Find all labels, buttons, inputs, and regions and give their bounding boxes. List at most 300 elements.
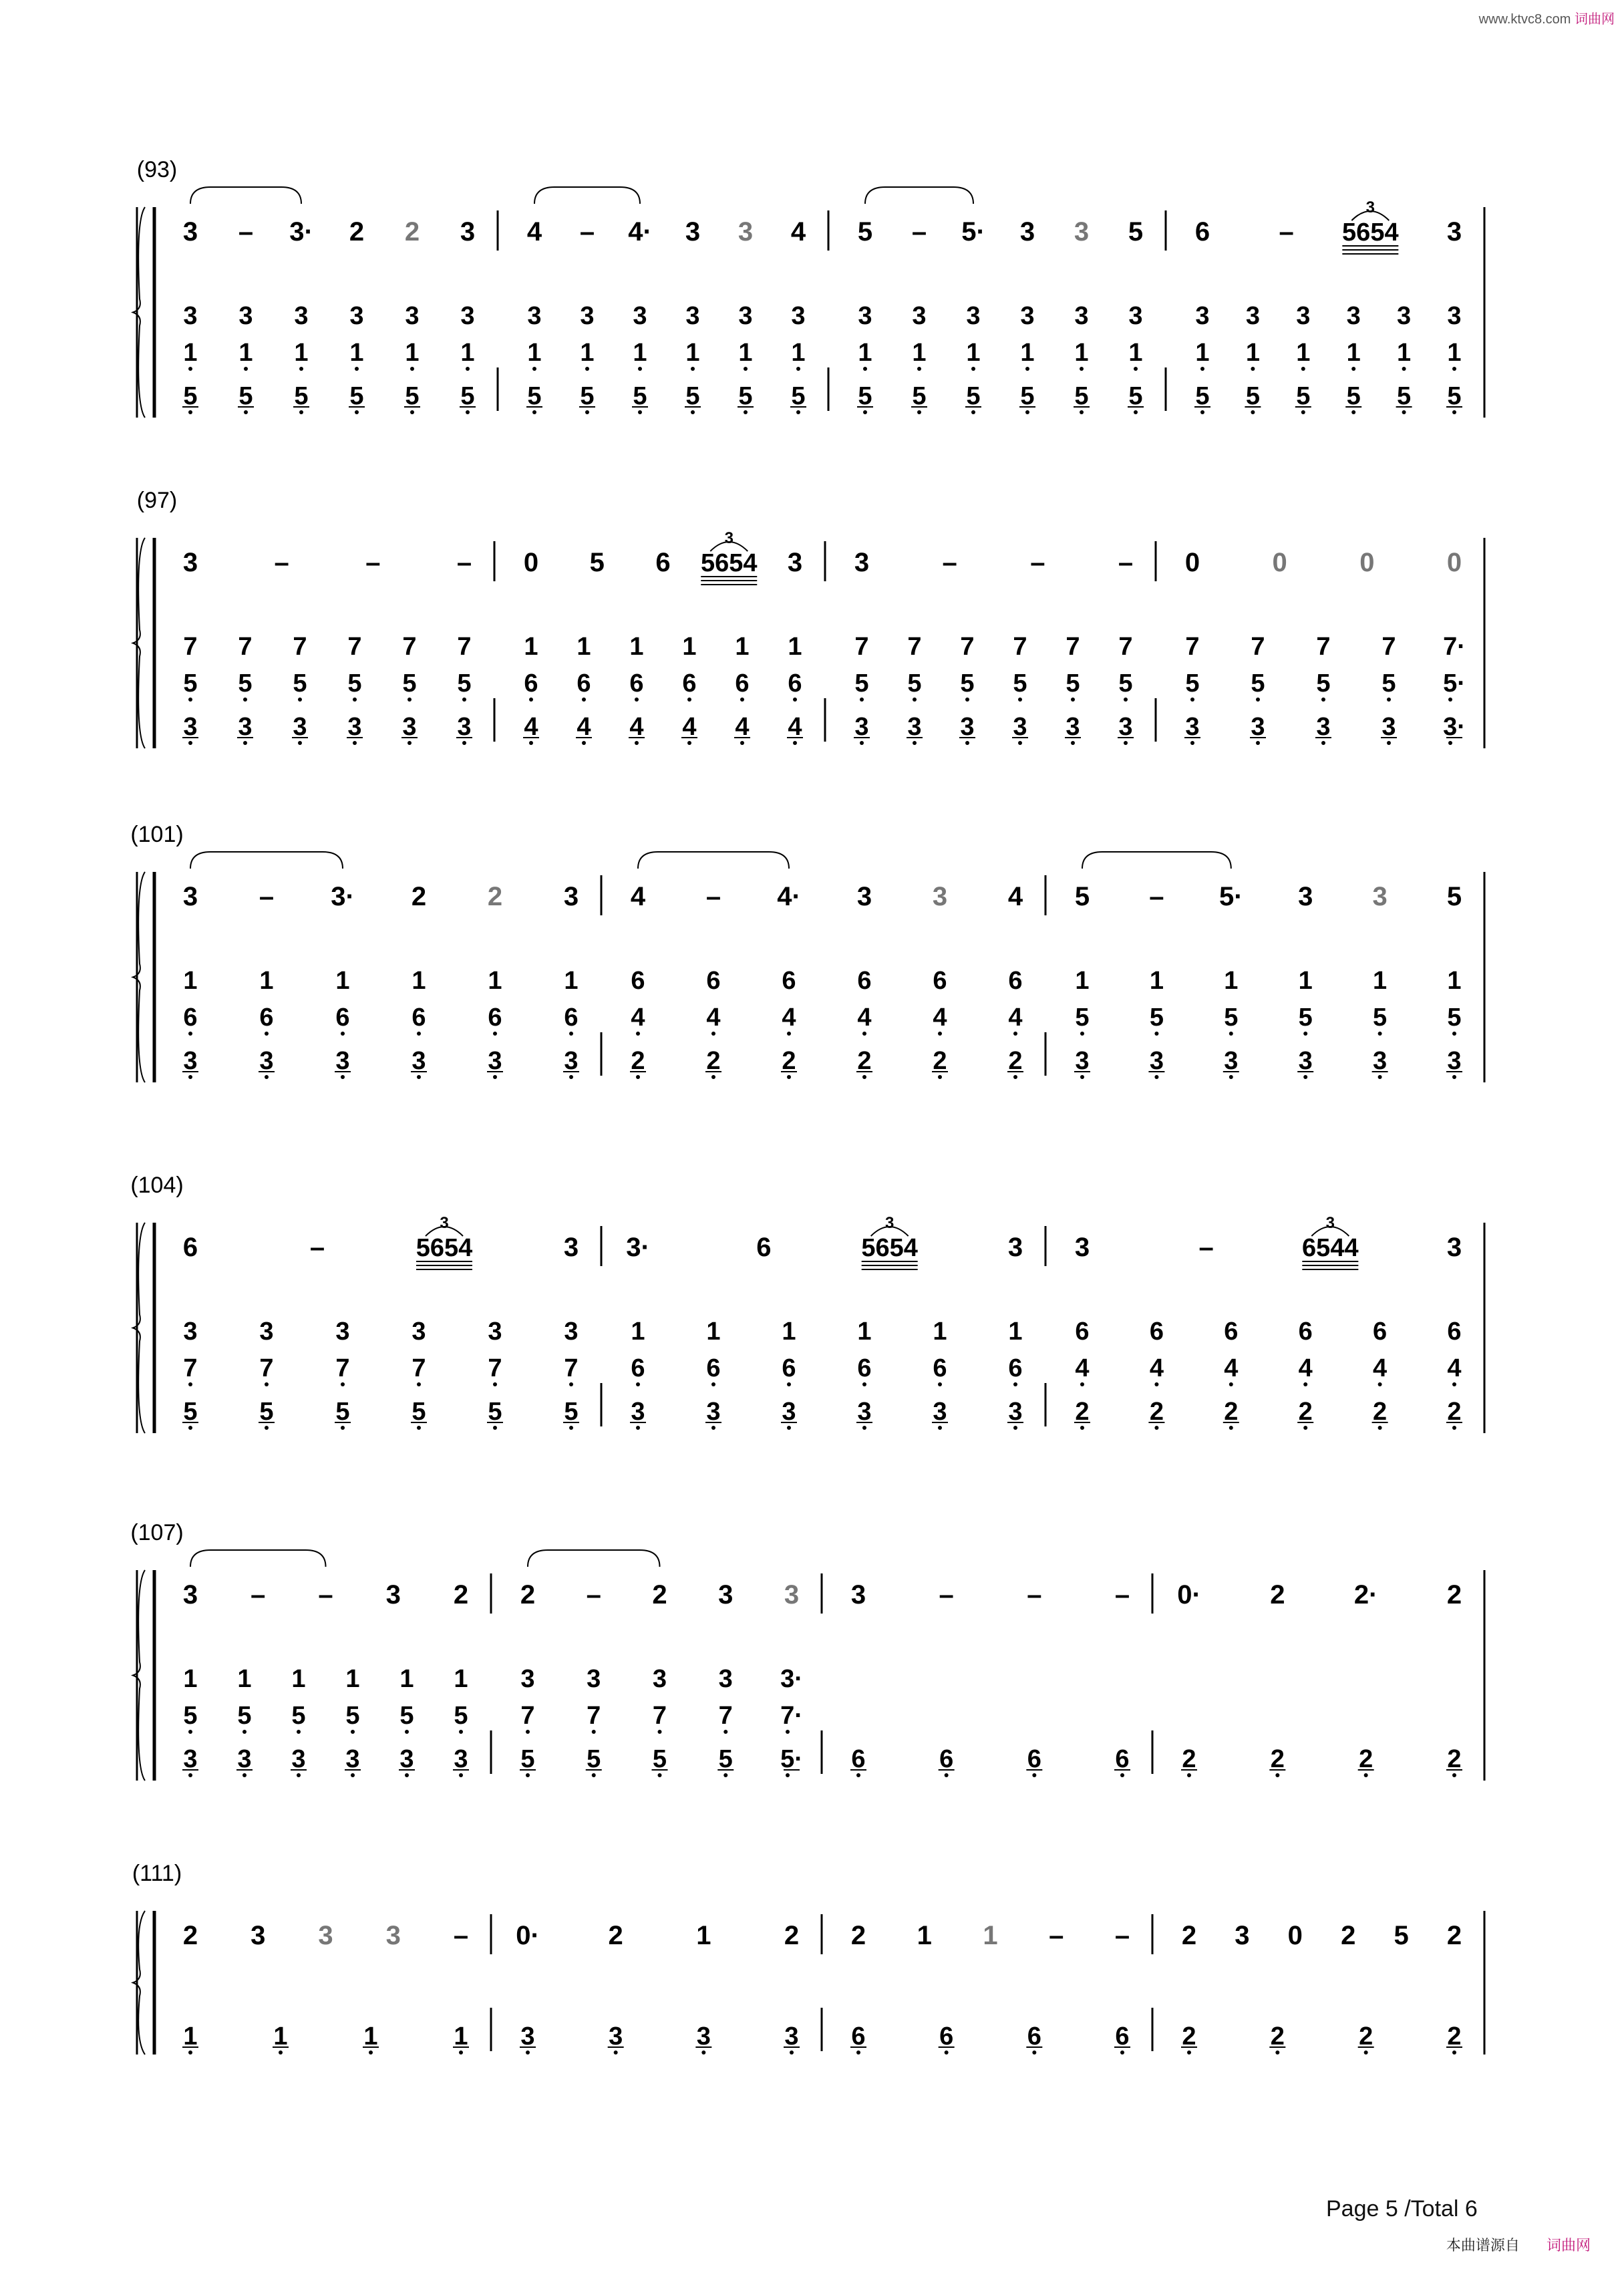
accomp-note: 7 bbox=[1013, 633, 1027, 661]
accomp-note: 5 bbox=[1020, 382, 1035, 410]
accomp-note: 3 bbox=[183, 1047, 198, 1075]
melody-note: 2 bbox=[784, 1921, 800, 1950]
accomp-note: 2 bbox=[1182, 2022, 1196, 2050]
octave-dot bbox=[341, 1382, 345, 1386]
melody-note: 3 bbox=[718, 1580, 734, 1610]
octave-dot bbox=[265, 1075, 269, 1079]
melody-note: 3 bbox=[854, 548, 870, 577]
accomp-note: 6 bbox=[1008, 967, 1023, 995]
accomp-note: 3 bbox=[454, 1745, 468, 1773]
accomp-note: 4 bbox=[1008, 1004, 1023, 1032]
octave-dot bbox=[938, 1426, 942, 1430]
accomp-note: 1 bbox=[183, 339, 198, 367]
accomp-note: 3 bbox=[912, 302, 927, 330]
accomp-note: 6 bbox=[564, 1004, 579, 1032]
octave-dot bbox=[410, 410, 414, 414]
accomp-note: 6 bbox=[629, 669, 644, 698]
accomp-note: 3 bbox=[1397, 302, 1412, 330]
melody-note: 3 bbox=[182, 882, 198, 911]
melody-note: 5 bbox=[1074, 882, 1090, 911]
octave-dot bbox=[529, 698, 533, 702]
melody-note: 3 bbox=[1372, 882, 1388, 911]
octave-dot bbox=[636, 1032, 640, 1036]
accomp-note: 3 bbox=[718, 1665, 733, 1693]
triplet-mark: 3 bbox=[1365, 198, 1375, 216]
melody-note: 2 bbox=[411, 882, 427, 911]
accomp-note: 5 bbox=[183, 669, 198, 698]
melody-note: 2 bbox=[652, 1580, 667, 1610]
octave-dot bbox=[1452, 2050, 1456, 2054]
phrase-slur bbox=[190, 852, 343, 869]
melody-note: 2 bbox=[487, 882, 503, 911]
octave-dot bbox=[188, 1773, 192, 1777]
octave-dot bbox=[1303, 1032, 1307, 1036]
melody-note: 0 bbox=[523, 548, 539, 577]
accomp-note: 6 bbox=[1008, 1354, 1023, 1382]
octave-dot bbox=[787, 1032, 791, 1036]
accomp-note: 6 bbox=[577, 669, 591, 698]
accomp-note: 5 bbox=[1373, 1004, 1388, 1032]
melody-note: 2 bbox=[349, 217, 365, 247]
octave-dot bbox=[279, 2050, 283, 2054]
accomp-note: 5 bbox=[854, 669, 869, 698]
accomp-note: 3 bbox=[791, 302, 806, 330]
accomp-note: 5 bbox=[1066, 669, 1080, 698]
octave-dot bbox=[938, 1075, 942, 1079]
octave-dot bbox=[462, 698, 466, 702]
octave-dot bbox=[1025, 367, 1029, 371]
octave-dot bbox=[405, 1773, 409, 1777]
octave-dot bbox=[1080, 1426, 1084, 1430]
octave-dot bbox=[711, 1032, 715, 1036]
accomp-note: 5 bbox=[738, 382, 753, 410]
accomp-note: 1 bbox=[791, 339, 806, 367]
melody-dash: – bbox=[274, 548, 289, 577]
octave-dot bbox=[658, 1773, 662, 1777]
melody-note: 4 bbox=[630, 882, 646, 911]
accomp-note: 5 bbox=[520, 1745, 535, 1773]
accomp-note: 1 bbox=[1128, 339, 1143, 367]
melody-dash: – bbox=[942, 548, 957, 577]
accomp-note: 6 bbox=[488, 1004, 502, 1032]
melody-note: 5654 bbox=[700, 549, 758, 577]
accomp-note: 3 bbox=[631, 1398, 645, 1426]
melody-dash: – bbox=[705, 882, 721, 911]
melody-note: 3 bbox=[738, 217, 754, 247]
octave-dot bbox=[297, 1730, 301, 1734]
accomp-note: 2 bbox=[1359, 2022, 1373, 2050]
accomp-note: 5 bbox=[587, 1745, 601, 1773]
octave-dot bbox=[856, 2050, 860, 2054]
melody-note: 2 bbox=[1446, 1921, 1462, 1950]
melody-note: 0 bbox=[1359, 548, 1375, 577]
octave-dot bbox=[532, 367, 536, 371]
octave-dot bbox=[1364, 2050, 1368, 2054]
accomp-note: 3 bbox=[1020, 302, 1035, 330]
accomp-note: 5 bbox=[457, 669, 472, 698]
accomp-note: 3 bbox=[1008, 1398, 1023, 1426]
accomp-note: 1 bbox=[1296, 339, 1311, 367]
accomp-note: 7 bbox=[960, 633, 975, 661]
melody-note: 6 bbox=[756, 1233, 772, 1262]
phrase-slur bbox=[190, 187, 301, 204]
accomp-note: 1 bbox=[1149, 967, 1164, 995]
octave-dot bbox=[1120, 1773, 1124, 1777]
accomp-note: 5 bbox=[238, 382, 253, 410]
octave-dot bbox=[408, 698, 412, 702]
melody-note: 6 bbox=[182, 1233, 198, 1262]
octave-dot bbox=[355, 367, 359, 371]
octave-dot bbox=[569, 1382, 573, 1386]
octave-dot bbox=[341, 1032, 345, 1036]
melody-note: 5 bbox=[857, 217, 873, 247]
octave-dot bbox=[493, 1382, 497, 1386]
octave-dot bbox=[1452, 1773, 1456, 1777]
octave-dot bbox=[945, 1773, 949, 1777]
octave-dot bbox=[938, 1382, 942, 1386]
accomp-note: 3 bbox=[1251, 713, 1265, 741]
accomp-note: 4 bbox=[577, 713, 591, 741]
melody-note: 4 bbox=[1007, 882, 1023, 911]
melody-note: 1 bbox=[917, 1921, 932, 1950]
accomp-note: 7 bbox=[907, 633, 922, 661]
accomp-note: 1 bbox=[183, 2022, 198, 2050]
octave-dot bbox=[1229, 1426, 1233, 1430]
accomp-note: 2 bbox=[1447, 2022, 1462, 2050]
octave-dot bbox=[1452, 410, 1456, 414]
accomp-note: 1 bbox=[1195, 339, 1210, 367]
octave-dot bbox=[369, 2050, 373, 2054]
accomp-note: 1 bbox=[454, 1665, 468, 1693]
melody-note: 5 bbox=[1446, 882, 1462, 911]
melody-note: 0 bbox=[1287, 1921, 1303, 1950]
accomp-note: 6 bbox=[1115, 2022, 1130, 2050]
accomp-note: 1 bbox=[363, 2022, 378, 2050]
octave-dot bbox=[965, 698, 969, 702]
accomp-note: 5 bbox=[685, 382, 700, 410]
melody-dash: – bbox=[309, 1233, 325, 1262]
accomp-note: 1 bbox=[405, 339, 420, 367]
octave-dot bbox=[862, 1426, 866, 1430]
accomp-note: 3 bbox=[933, 1398, 947, 1426]
accomp-note: 2 bbox=[1224, 1398, 1239, 1426]
accomp-note: 3 bbox=[1382, 713, 1396, 741]
accomp-note: 4 bbox=[788, 713, 802, 741]
octave-dot bbox=[971, 367, 975, 371]
accomp-note: 4 bbox=[782, 1004, 796, 1032]
octave-dot bbox=[796, 410, 800, 414]
octave-dot bbox=[1387, 741, 1391, 745]
accomp-note: 2 bbox=[1359, 1745, 1373, 1773]
octave-dot bbox=[636, 1075, 640, 1079]
octave-dot bbox=[532, 410, 536, 414]
melody-dash: – bbox=[911, 217, 927, 247]
accomp-note: 6 bbox=[183, 1004, 198, 1032]
accomp-note: 1 bbox=[345, 1665, 360, 1693]
accomp-note: 5 bbox=[791, 382, 806, 410]
octave-dot bbox=[1452, 1382, 1456, 1386]
octave-dot bbox=[188, 367, 192, 371]
octave-dot bbox=[1134, 367, 1138, 371]
accomp-note: 7 bbox=[1066, 633, 1080, 661]
octave-dot bbox=[526, 1773, 530, 1777]
accomp-note: 5 bbox=[183, 1398, 198, 1426]
octave-dot bbox=[493, 1032, 497, 1036]
accomp-note: 6 bbox=[259, 1004, 274, 1032]
accomp-note: 2 bbox=[1270, 1745, 1285, 1773]
accomp-note: 3 bbox=[520, 2022, 535, 2050]
accomp-note: 7 bbox=[488, 1354, 502, 1382]
melody-note: 3 bbox=[1235, 1921, 1250, 1950]
octave-dot bbox=[1032, 2050, 1036, 2054]
accomp-note: 3 bbox=[294, 302, 309, 330]
octave-dot bbox=[1200, 367, 1204, 371]
accomp-note: 1 bbox=[488, 967, 502, 995]
accomp-note: 3· bbox=[1443, 713, 1466, 741]
accomp-note: 2 bbox=[782, 1047, 796, 1075]
accomp-note: 3 bbox=[259, 1318, 274, 1346]
accomp-note: 2 bbox=[1075, 1398, 1090, 1426]
system-brace bbox=[133, 538, 145, 748]
accomp-note: 7 bbox=[718, 1702, 733, 1730]
melody-note: 3 bbox=[318, 1921, 333, 1950]
octave-dot bbox=[1071, 698, 1075, 702]
octave-dot bbox=[1025, 410, 1029, 414]
accomp-note: 3 bbox=[291, 1745, 306, 1773]
accomp-note: 3 bbox=[564, 1318, 579, 1346]
melody-dash: – bbox=[1114, 1580, 1130, 1610]
octave-dot bbox=[860, 741, 864, 745]
melody-dash: – bbox=[1279, 217, 1294, 247]
melody-dash: – bbox=[1030, 548, 1045, 577]
octave-dot bbox=[793, 698, 797, 702]
accomp-note: 3 bbox=[1245, 302, 1260, 330]
octave-dot bbox=[569, 1075, 573, 1079]
octave-dot bbox=[965, 741, 969, 745]
octave-dot bbox=[862, 1075, 866, 1079]
accomp-note: 7 bbox=[293, 633, 307, 661]
accomp-note: 5 bbox=[460, 382, 475, 410]
octave-dot bbox=[353, 741, 357, 745]
accomp-note: 7 bbox=[652, 1702, 667, 1730]
accomp-note: 1 bbox=[912, 339, 927, 367]
accomp-note: 4 bbox=[1298, 1354, 1313, 1382]
accomp-note: 1 bbox=[933, 1318, 947, 1346]
melody-dash: – bbox=[1149, 882, 1164, 911]
accomp-note: 3 bbox=[580, 302, 595, 330]
accomp-note: 2 bbox=[1149, 1398, 1164, 1426]
phrase-slur bbox=[534, 187, 640, 204]
accomp-note: 1 bbox=[629, 633, 644, 661]
accomp-note: 3 bbox=[183, 713, 198, 741]
octave-dot bbox=[298, 741, 302, 745]
accomp-note: 1 bbox=[273, 2022, 288, 2050]
accomp-note: 4 bbox=[1075, 1354, 1090, 1382]
accomp-note: 5 bbox=[1346, 382, 1361, 410]
melody-note: 3 bbox=[1446, 1233, 1462, 1262]
melody-note: 2 bbox=[182, 1921, 198, 1950]
octave-dot bbox=[585, 367, 589, 371]
accomp-note: 3 bbox=[1447, 302, 1462, 330]
melody-note: 2 bbox=[1181, 1921, 1197, 1950]
accomp-note: 6 bbox=[335, 1004, 350, 1032]
measure-number: (101) bbox=[130, 822, 184, 847]
accomp-note: 5 bbox=[237, 1702, 252, 1730]
octave-dot bbox=[244, 367, 248, 371]
octave-dot bbox=[1124, 698, 1128, 702]
accomp-note: 1 bbox=[1020, 339, 1035, 367]
phrase-slur bbox=[1082, 852, 1231, 869]
accomp-note: 5 bbox=[1185, 669, 1200, 698]
accomp-note: 3 bbox=[1013, 713, 1027, 741]
accomp-note: 5 bbox=[1128, 382, 1143, 410]
accomp-note: 5 bbox=[1245, 382, 1260, 410]
accomp-note: 1 bbox=[682, 633, 697, 661]
melody-dash: – bbox=[586, 1580, 601, 1610]
melody-note: 3· bbox=[626, 1233, 650, 1262]
octave-dot bbox=[638, 367, 642, 371]
octave-dot bbox=[711, 1382, 715, 1386]
credit-footer bbox=[1446, 2234, 1591, 2255]
octave-dot bbox=[614, 2050, 618, 2054]
accomp-note: 3 bbox=[345, 1745, 360, 1773]
accomp-note: 1 bbox=[1447, 339, 1462, 367]
octave-dot bbox=[711, 1075, 715, 1079]
octave-dot bbox=[1303, 1382, 1307, 1386]
octave-dot bbox=[971, 410, 975, 414]
octave-dot bbox=[188, 1730, 192, 1734]
accomp-note: 7 bbox=[1251, 633, 1265, 661]
octave-dot bbox=[299, 410, 303, 414]
octave-dot bbox=[1013, 1032, 1017, 1036]
measure-number: (93) bbox=[136, 157, 178, 182]
melody-dash: – bbox=[939, 1580, 954, 1610]
octave-dot bbox=[529, 741, 533, 745]
accomp-note: 1 bbox=[238, 339, 253, 367]
octave-dot bbox=[1452, 1075, 1456, 1079]
octave-dot bbox=[298, 698, 302, 702]
octave-dot bbox=[1013, 1426, 1017, 1430]
accomp-note: 6 bbox=[782, 1354, 796, 1382]
system-brace bbox=[133, 872, 145, 1082]
octave-dot bbox=[1256, 698, 1260, 702]
accomp-note: 6 bbox=[1115, 1745, 1130, 1773]
accomp-note: 5 bbox=[960, 669, 975, 698]
octave-dot bbox=[945, 2050, 949, 2054]
melody-note: 3· bbox=[289, 217, 313, 247]
octave-dot bbox=[188, 1382, 192, 1386]
octave-dot bbox=[635, 741, 639, 745]
octave-dot bbox=[459, 1730, 463, 1734]
melody-note: 5 bbox=[1128, 217, 1144, 247]
accomp-note: 2 bbox=[1373, 1398, 1388, 1426]
octave-dot bbox=[1448, 741, 1452, 745]
accomp-note: 2 bbox=[1447, 1398, 1462, 1426]
octave-dot bbox=[1080, 410, 1084, 414]
melody-dash: – bbox=[259, 882, 275, 911]
accomp-note: 2 bbox=[1270, 2022, 1285, 2050]
measure-number: (111) bbox=[132, 1861, 182, 1886]
accomp-note: 3 bbox=[347, 713, 362, 741]
octave-dot bbox=[1321, 741, 1325, 745]
accomp-note: 3 bbox=[1373, 1047, 1388, 1075]
octave-dot bbox=[917, 367, 921, 371]
accomp-note: 5 bbox=[912, 382, 927, 410]
accomp-note: 7 bbox=[238, 633, 253, 661]
melody-dash: – bbox=[1027, 1580, 1042, 1610]
accomp-note: 5 bbox=[294, 382, 309, 410]
accomp-note: 5 bbox=[966, 382, 981, 410]
accomp-note: 3 bbox=[633, 302, 647, 330]
accomp-note: 1 bbox=[294, 339, 309, 367]
accomp-note: 3 bbox=[238, 302, 253, 330]
accomp-note: 7 bbox=[1316, 633, 1331, 661]
accomp-note: 3 bbox=[1195, 302, 1210, 330]
system-brace bbox=[133, 207, 145, 418]
accomp-note: 6 bbox=[706, 1354, 721, 1382]
accomp-note: 5 bbox=[527, 382, 542, 410]
accomp-note: 7 bbox=[1185, 633, 1200, 661]
system-brace bbox=[133, 1911, 145, 2054]
accomp-note: 3 bbox=[1118, 713, 1133, 741]
octave-dot bbox=[592, 1773, 596, 1777]
accomp-note: 1 bbox=[1373, 967, 1388, 995]
accomp-note: 5 bbox=[335, 1398, 350, 1426]
octave-dot bbox=[1018, 741, 1022, 745]
accomp-note: 7 bbox=[335, 1354, 350, 1382]
octave-dot bbox=[188, 1426, 192, 1430]
accomp-note: 6 bbox=[788, 669, 802, 698]
accomp-note: 3 bbox=[706, 1398, 721, 1426]
melody-note: 4· bbox=[777, 882, 801, 911]
accomp-note: 4 bbox=[629, 713, 644, 741]
melody-note: 1 bbox=[696, 1921, 711, 1950]
octave-dot bbox=[1378, 1075, 1382, 1079]
accomp-note: 5 bbox=[183, 382, 198, 410]
melody-note: 0 bbox=[1184, 548, 1200, 577]
accomp-note: 3 bbox=[520, 1665, 535, 1693]
octave-dot bbox=[299, 367, 303, 371]
octave-dot bbox=[459, 2050, 463, 2054]
melody-note: 1 bbox=[983, 1921, 998, 1950]
melody-note: 3 bbox=[856, 882, 872, 911]
accomp-note: 1 bbox=[183, 967, 198, 995]
octave-dot bbox=[1134, 410, 1138, 414]
accomp-note: 3 bbox=[966, 302, 981, 330]
octave-dot bbox=[242, 1730, 247, 1734]
octave-dot bbox=[1200, 410, 1204, 414]
melody-dash: – bbox=[238, 217, 254, 247]
melody-dash: – bbox=[1049, 1921, 1064, 1950]
octave-dot bbox=[1013, 1075, 1017, 1079]
accomp-note: 3 bbox=[1185, 713, 1200, 741]
octave-dot bbox=[790, 2050, 794, 2054]
melody-note: 3 bbox=[1007, 1233, 1023, 1262]
octave-dot bbox=[592, 1730, 596, 1734]
octave-dot bbox=[417, 1382, 421, 1386]
accomp-note: 6 bbox=[933, 1354, 947, 1382]
triplet-mark: 3 bbox=[440, 1214, 449, 1232]
octave-dot bbox=[744, 410, 748, 414]
system-brace bbox=[133, 1223, 145, 1433]
octave-dot bbox=[351, 1730, 355, 1734]
melody-note: 3 bbox=[685, 217, 701, 247]
accomp-note: 5 bbox=[1447, 382, 1462, 410]
melody-note: 5 bbox=[589, 548, 605, 577]
octave-dot bbox=[585, 410, 589, 414]
accomp-note: 3 bbox=[1224, 1047, 1239, 1075]
accomp-note: 1 bbox=[1075, 967, 1090, 995]
